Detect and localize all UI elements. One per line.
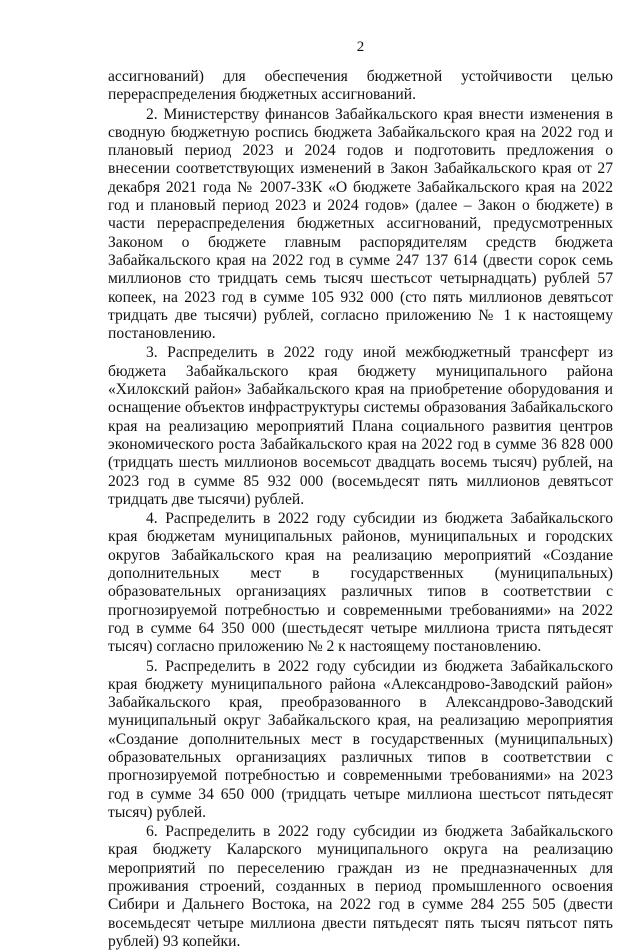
paragraph-continuation: ассигнований) для обеспечения бюджетной устойчивости целью перераспределения бюджетных ассигнований.	[108, 68, 613, 104]
paragraph-item-6: 6. Распределить в 2022 году субсидии из бюджета Забайкальского края бюджету Каларского муниципального округа на реализацию мероприятий по переселению граждан из не предназначенных для проживания строений, созданных в период промышленного освоения Сибири и Дальнего Востока, на 2022 год в сумме 284 255 505 (двести восемьдесят четыре миллиона двести пятьдесят пять тысяч пятьсот пять рублей) 93 копейки.	[108, 823, 613, 950]
paragraph-item-3: 3. Распределить в 2022 году иной межбюджетный трансферт из бюджета Забайкальского края бюджету муниципального района «Хилокский район» Забайкальского края на приобретение оборудования и оснащение объектов инфраструктуры системы образования Забайкальского края на реализацию мероприятий Плана социального развития центров экономического роста Забайкальского края на 2022 год в сумме 36 828 000 (тридцать шесть миллионов восемьсот двадцать восемь тысяч) рублей, на 2023 год в сумме 85 932 000 (восемьдесят пять миллионов девятьсот тридцать две тысячи) рублей.	[108, 344, 613, 508]
document-body	[108, 68, 613, 951]
page-number: 2	[356, 39, 365, 55]
paragraph-item-5: 5. Распределить в 2022 году субсидии из бюджета Забайкальского края бюджету муниципального района «Александрово-Заводский район» Забайкальского края, преобразованного в Александрово-Заводский муниципальный округ Забайкальского края, на реализацию мероприятия «Создание дополнительных мест в государственных (муниципальных) образовательных организациях различных типов в соответствии с прогнозируемой потребностью и современными требованиями» на 2023 год в сумме 34 650 000 (тридцать четыре миллиона шестьсот пятьдесят тысяч) рублей.	[108, 657, 613, 821]
paragraph-item-4: 4. Распределить в 2022 году субсидии из бюджета Забайкальского края бюджетам муниципальных районов, муниципальных и городских округов Забайкальского края на реализацию мероприятий «Создание дополнительных мест в государственных (муниципальных) образовательных организациях различных типов в соответствии с прогнозируемой потребностью и современными требованиями» на 2022 год в сумме 64 350 000 (шестьдесят четыре миллиона триста пятьдесят тысяч) согласно приложению № 2 к настоящему постановлению.	[108, 510, 613, 656]
paragraph-item-2: 2. Министерству финансов Забайкальского края внести изменения в сводную бюджетную роспись бюджета Забайкальского края на 2022 год и плановый период 2023 и 2024 годов и подготовить предложения о внесении соответствующих изменений в Закон Забайкальского края от 27 декабря 2021 года № 2007-ЗЗК «О бюджете Забайкальского края на 2022 год и плановый период 2023 и 2024 годов» (далее – Закон о бюджете) в части перераспределения бюджетных ассигнований, предусмотренных Законом о бюджете главным распорядителям средств бюджета Забайкальского края на 2022 год в сумме 247 137 614 (двести сорок семь миллионов сто тридцать семь тысяч шестьсот четырнадцать) рублей 57 копеек, на 2023 год в сумме 105 932 000 (сто пять миллионов девятьсот тридцать две тысячи) рублей, согласно приложению № 1 к настоящему постановлению.	[108, 105, 613, 343]
